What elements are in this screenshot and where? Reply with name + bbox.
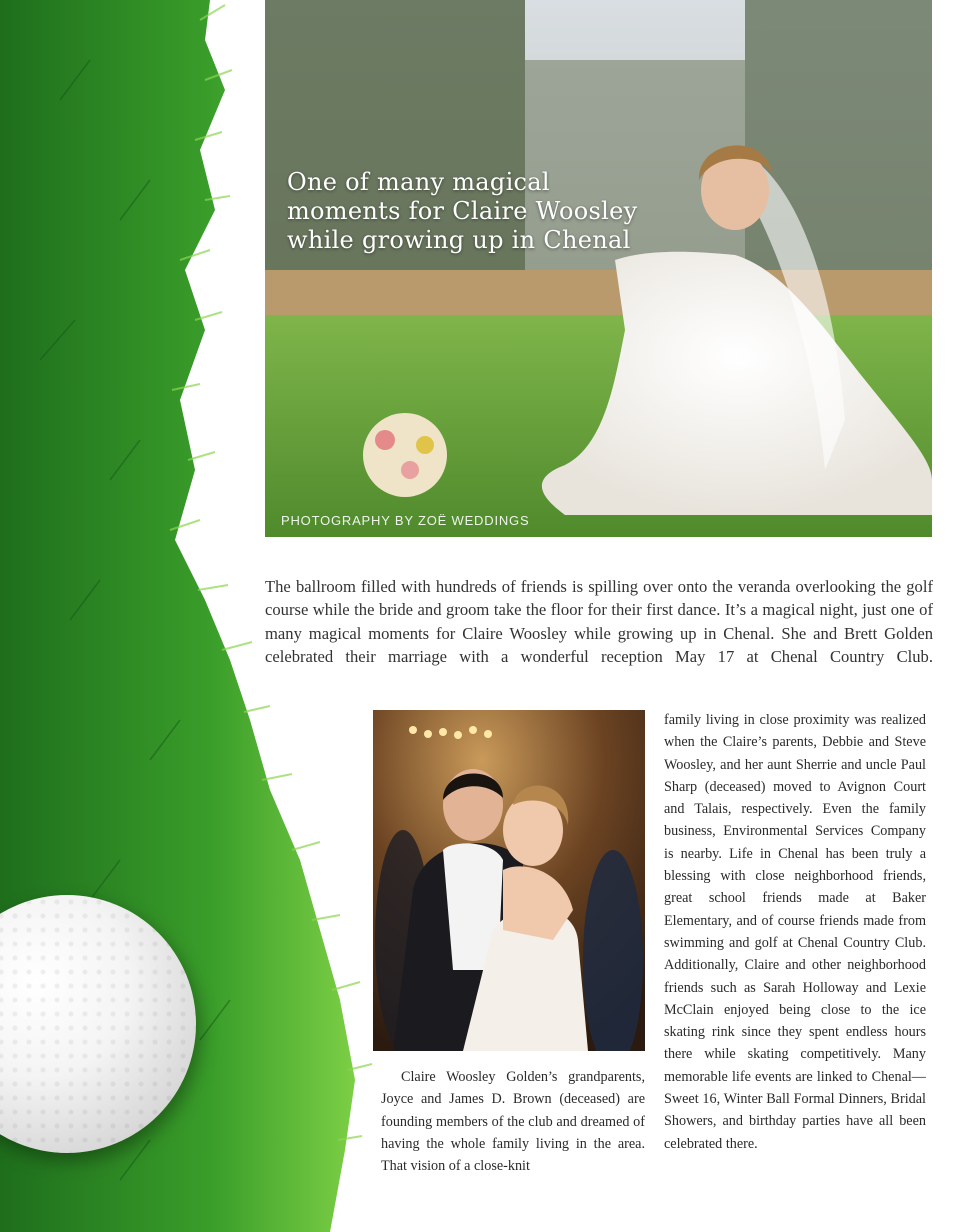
hero-photo	[265, 0, 932, 537]
hero-photo-image	[265, 0, 932, 537]
dance-photo	[373, 710, 645, 1051]
body-column-right: family living in close proximity was realized when the Claire’s parents, Debbie and Steve Woosley, and her aunt Sherrie and uncle Paul Sharp (deceased) moved to Avignon Court and Talais, respectively. Even the family business, Environmental Services Company is nearby. Life in Chenal has been truly a blessing with close neighborhood friends, great school friends made at Baker Elementary, and of course friends made from swimming and golf at Chenal Country Club. Additionally, Claire and other neighborhood friends such as Sarah Holloway and Lexie McClain enjoyed being close to the ice skating rink since they spent endless hours there while skating competitively. Many memorable life events are linked to Chenal—Sweet 16, Winter Ball Formal Dinners, Bridal Showers, and birthday parties have all been celebrated there.	[664, 712, 926, 1152]
body-column-left: Claire Woosley Golden’s grandparents, Joyce and James D. Brown (deceased) are founding members of the club and dreamed of having the whole family living in the area. That vision of a close-knit	[381, 1069, 645, 1175]
intro-paragraph: The ballroom filled with hundreds of friends is spilling over onto the veranda overlooking the golf course while the bride and groom take the floor for their first dance. It’s a magical night, just one of many magical moments for Claire Woosley while growing up in Chenal. She and Brett Golden celebrated their marriage with a wonderful reception May 17 at Chenal Country Club.	[265, 577, 933, 667]
dance-photo-image	[373, 710, 645, 1051]
hero-caption: One of many magical moments for Claire Woosley while growing up in Chenal	[287, 168, 638, 254]
photo-credit: PHOTOGRAPHY BY ZOË WEDDINGS	[281, 513, 530, 528]
